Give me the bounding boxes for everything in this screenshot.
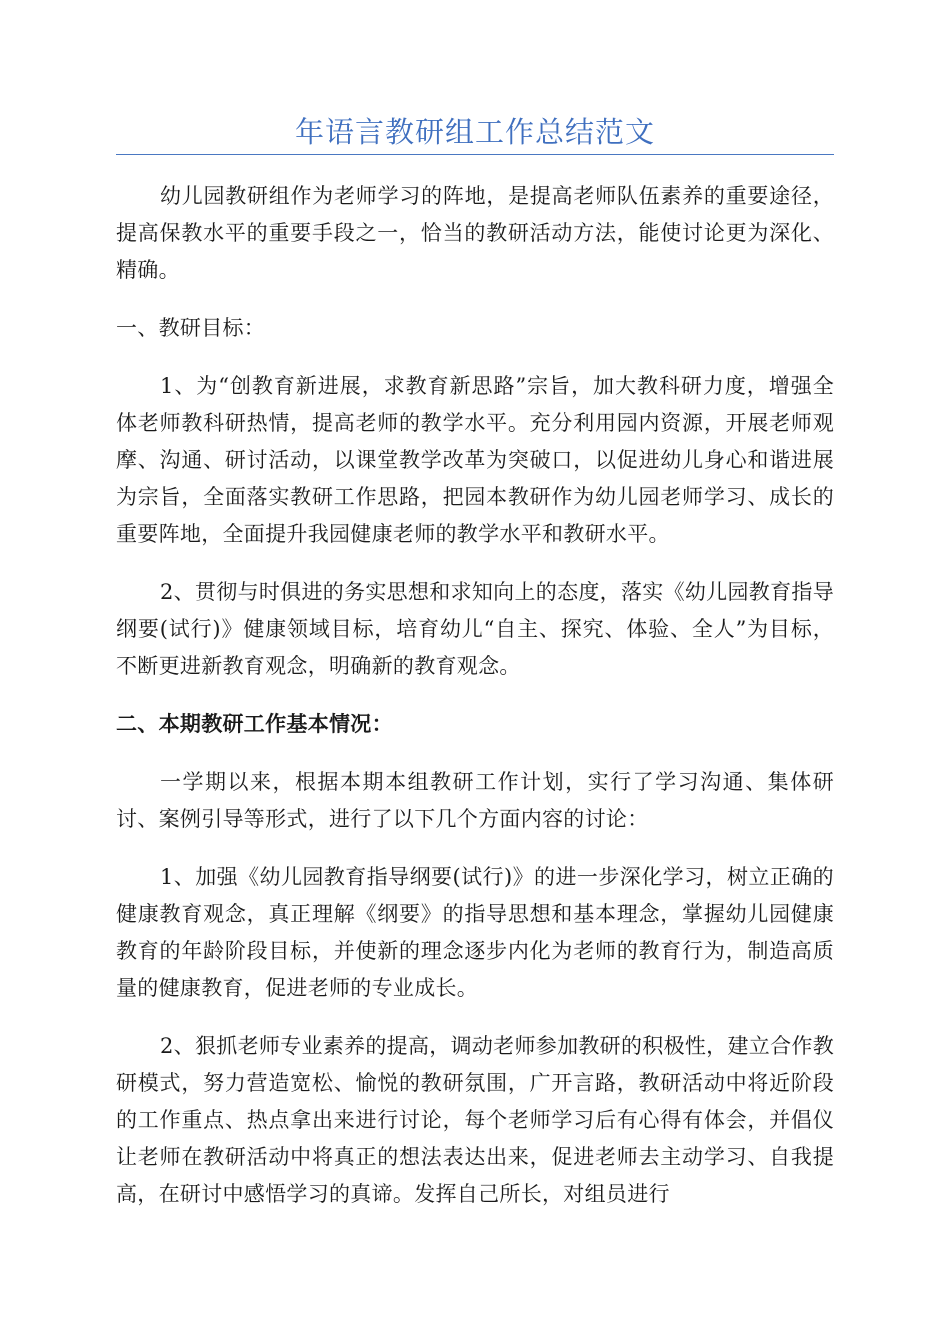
status-paragraph-1: 1、加强《幼儿园教育指导纲要(试行)》的进一步深化学习，树立正确的健康教育观念，真正理解《纲要》的指导思想和基本理念，掌握幼儿园健康教育的年龄阶段目标，并使新的理念逐步内化为老师的教育行为，制造高质量的健康教育，促进老师的专业成长。	[116, 865, 834, 1000]
section-heading-status: 二、本期教研工作基本情况：	[116, 712, 393, 736]
section-heading-goals: 一、教研目标：	[116, 316, 266, 340]
intro-paragraph: 幼儿园教研组作为老师学习的阵地，是提高老师队伍素养的重要途径，提高保教水平的重要手段之一，恰当的教研活动方法，能使讨论更为深化、精确。	[116, 184, 834, 282]
goal-paragraph-1: 1、为“创教育新进展，求教育新思路”宗旨，加大教科研力度，增强全体老师教科研热情，提高老师的教学水平。充分利用园内资源，开展老师观摩、沟通、研讨活动，以课堂教学改革为突破口，以促进幼儿身心和谐进展为宗旨，全面落实教研工作思路，把园本教研作为幼儿园老师学习、成长的重要阵地，全面提升我园健康老师的教学水平和教研水平。	[116, 374, 834, 546]
title-underline	[116, 154, 834, 155]
document-title: 年语言教研组工作总结范文	[294, 115, 655, 149]
document-body	[116, 178, 834, 1234]
status-intro-paragraph: 一学期以来，根据本期本组教研工作计划，实行了学习沟通、集体研讨、案例引导等形式，进行了以下几个方面内容的讨论：	[116, 770, 834, 831]
goal-paragraph-2: 2、贯彻与时俱进的务实思想和求知向上的态度，落实《幼儿园教育指导纲要(试行)》健康领域目标，培育幼儿“自主、探究、体验、全人”为目标，不断更进新教育观念，明确新的教育观念。	[116, 580, 834, 678]
status-paragraph-2: 2、狠抓老师专业素养的提高，调动老师参加教研的积极性，建立合作教研模式，努力营造宽松、愉悦的教研氛围，广开言路，教研活动中将近阶段的工作重点、热点拿出来进行讨论，每个老师学习后有心得有体会，并倡仪让老师在教研活动中将真正的想法表达出来，促进老师去主动学习、自我提高，在研讨中感悟学习的真谛。发挥自己所长，对组员进行	[116, 1034, 834, 1206]
